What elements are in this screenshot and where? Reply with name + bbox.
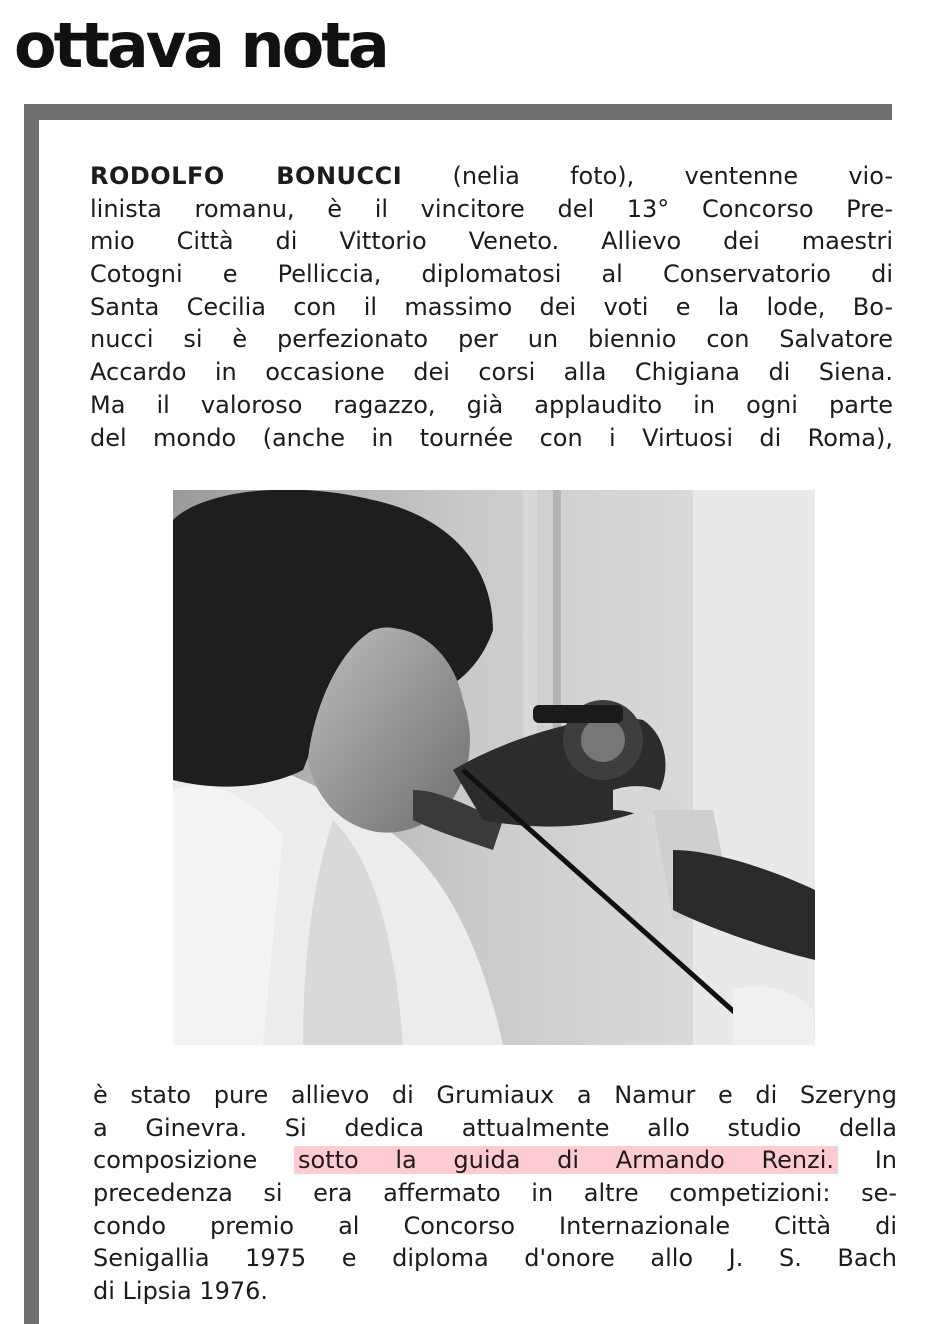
first-line-text: (nelia foto), ventenne vio-	[452, 162, 893, 190]
paragraph-1-line: Santa Cecilia con il massimo dei voti e la lode, Bo-	[90, 292, 893, 321]
paragraph-2-line: condo premio al Concorso Internazionale Città di	[93, 1211, 897, 1240]
paragraph-2-line: Senigallia 1975 e diploma d'onore allo J. S. Bach	[93, 1244, 897, 1273]
subject-name: RODOLFO BONUCCI	[90, 162, 403, 190]
article-paragraph-2	[93, 1079, 897, 1308]
highlight-line-start: composizione	[93, 1146, 258, 1175]
paragraph-1-line: mio Città di Vittorio Veneto. Allievo dei maestri	[90, 227, 893, 256]
paragraph-1-line: del mondo (anche in tournée con i Virtuosi di Roma),	[90, 423, 893, 452]
paragraph-2-line: di Lipsia 1976.	[93, 1277, 269, 1306]
paragraph-2-highlight-line	[93, 1144, 897, 1177]
paragraph-1-line-1	[90, 160, 893, 193]
top-rule	[24, 104, 892, 120]
paragraph-2-line: precedenza si era affermato in altre competizioni: se-	[93, 1179, 897, 1208]
left-rule	[24, 104, 39, 1324]
article-paragraph-1	[90, 160, 893, 454]
paragraph-1-line: linista romanu, è il vincitore del 13° Concorso Pre-	[90, 194, 893, 223]
paragraph-1-line: Ma il valoroso ragazzo, già applaudito in ogni parte	[90, 390, 893, 419]
paragraph-2-line: è stato pure allievo di Grumiaux a Namur e di Szeryng	[93, 1081, 897, 1109]
highlighted-text: sotto la guida di Armando Renzi.	[294, 1146, 838, 1174]
paragraph-1-line: Cotogni e Pelliccia, diplomatosi al Conservatorio di	[90, 260, 893, 289]
paragraph-1-line: nucci si è perfezionato per un biennio con Salvatore	[90, 325, 893, 354]
violinist-photo	[173, 490, 815, 1045]
paragraph-2-line: a Ginevra. Si dedica attualmente allo studio della	[93, 1113, 897, 1142]
page-heading: ottava nota	[14, 9, 387, 82]
highlight-line-end: In	[874, 1146, 898, 1175]
paragraph-1-line: Accardo in occasione dei corsi alla Chigiana di Siena.	[90, 358, 893, 387]
